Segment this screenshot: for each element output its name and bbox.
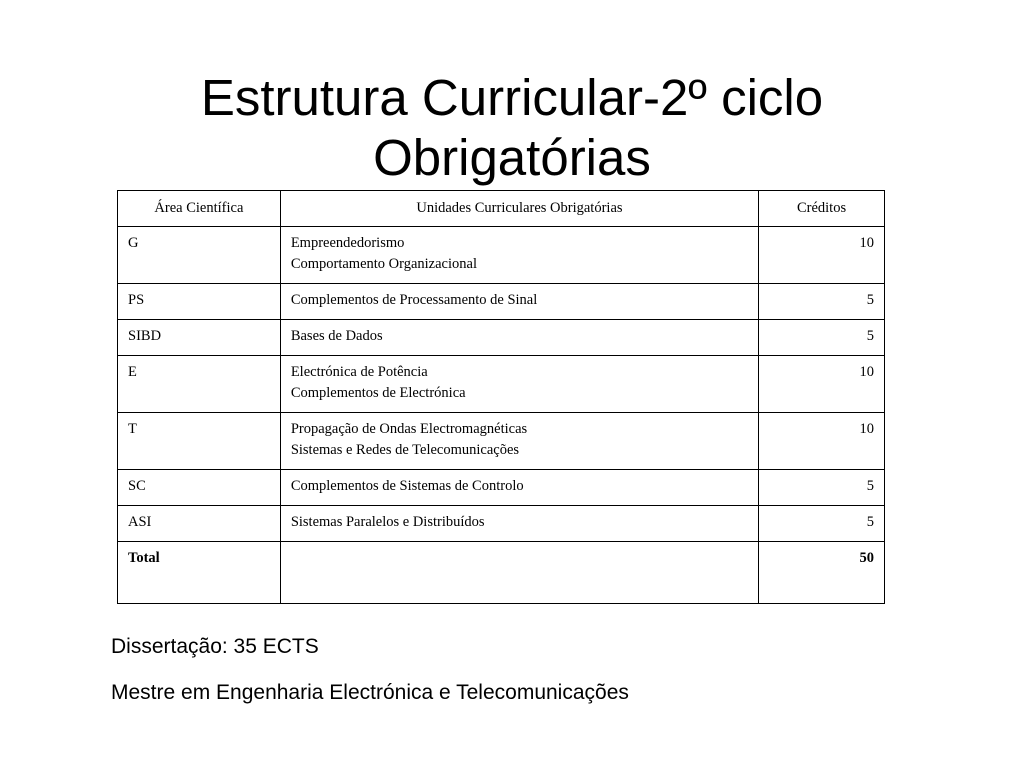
curriculum-table <box>117 190 885 604</box>
cell-area: G <box>118 227 281 284</box>
cell-area: SIBD <box>118 320 281 356</box>
cell-credits: 10 <box>759 356 885 413</box>
cell-units <box>280 284 758 320</box>
cell-credits: 10 <box>759 227 885 284</box>
slide-title-line-2: Obrigatórias <box>373 129 651 187</box>
table-row <box>118 356 885 413</box>
total-label: Total <box>118 542 281 604</box>
unit-name: Sistemas e Redes de Telecomunicações <box>290 442 520 458</box>
slide-title <box>0 68 1024 188</box>
table-total-row <box>118 542 885 604</box>
cell-area: ASI <box>118 506 281 542</box>
table-row <box>118 227 885 284</box>
unit-name: Complementos de Sistemas de Controlo <box>290 478 524 494</box>
cell-credits: 10 <box>759 413 885 470</box>
cell-credits: 5 <box>759 320 885 356</box>
cell-area: T <box>118 413 281 470</box>
unit-name: Sistemas Paralelos e Distribuídos <box>290 514 485 530</box>
total-units <box>280 542 758 604</box>
cell-units <box>280 320 758 356</box>
unit-name: Comportamento Organizacional <box>290 256 477 272</box>
table-row <box>118 413 885 470</box>
cell-units <box>280 356 758 413</box>
header-units: Unidades Curriculares Obrigatórias <box>280 191 758 227</box>
table-row <box>118 284 885 320</box>
cell-area: PS <box>118 284 281 320</box>
cell-area: E <box>118 356 281 413</box>
total-credits: 50 <box>759 542 885 604</box>
cell-units <box>280 506 758 542</box>
unit-name: Empreendedorismo <box>290 235 405 251</box>
table-row <box>118 470 885 506</box>
unit-name: Complementos de Processamento de Sinal <box>290 292 538 308</box>
table-row <box>118 320 885 356</box>
table-row <box>118 506 885 542</box>
dissertation-note: Dissertação: 35 ECTS <box>111 635 319 658</box>
cell-area: SC <box>118 470 281 506</box>
unit-name: Bases de Dados <box>290 328 383 344</box>
cell-credits: 5 <box>759 506 885 542</box>
degree-note: Mestre em Engenharia Electrónica e Telecomunicações <box>111 681 629 704</box>
header-credits: Créditos <box>759 191 885 227</box>
cell-units <box>280 470 758 506</box>
cell-units <box>280 227 758 284</box>
slide-title-line-1: Estrutura Curricular-2º ciclo <box>200 69 824 127</box>
cell-units <box>280 413 758 470</box>
cell-credits: 5 <box>759 470 885 506</box>
unit-name: Propagação de Ondas Electromagnéticas <box>290 421 528 437</box>
unit-name: Electrónica de Potência <box>290 364 428 380</box>
cell-credits: 5 <box>759 284 885 320</box>
table-header-row <box>118 191 885 227</box>
header-area: Área Científica <box>118 191 281 227</box>
unit-name: Complementos de Electrónica <box>290 385 466 401</box>
